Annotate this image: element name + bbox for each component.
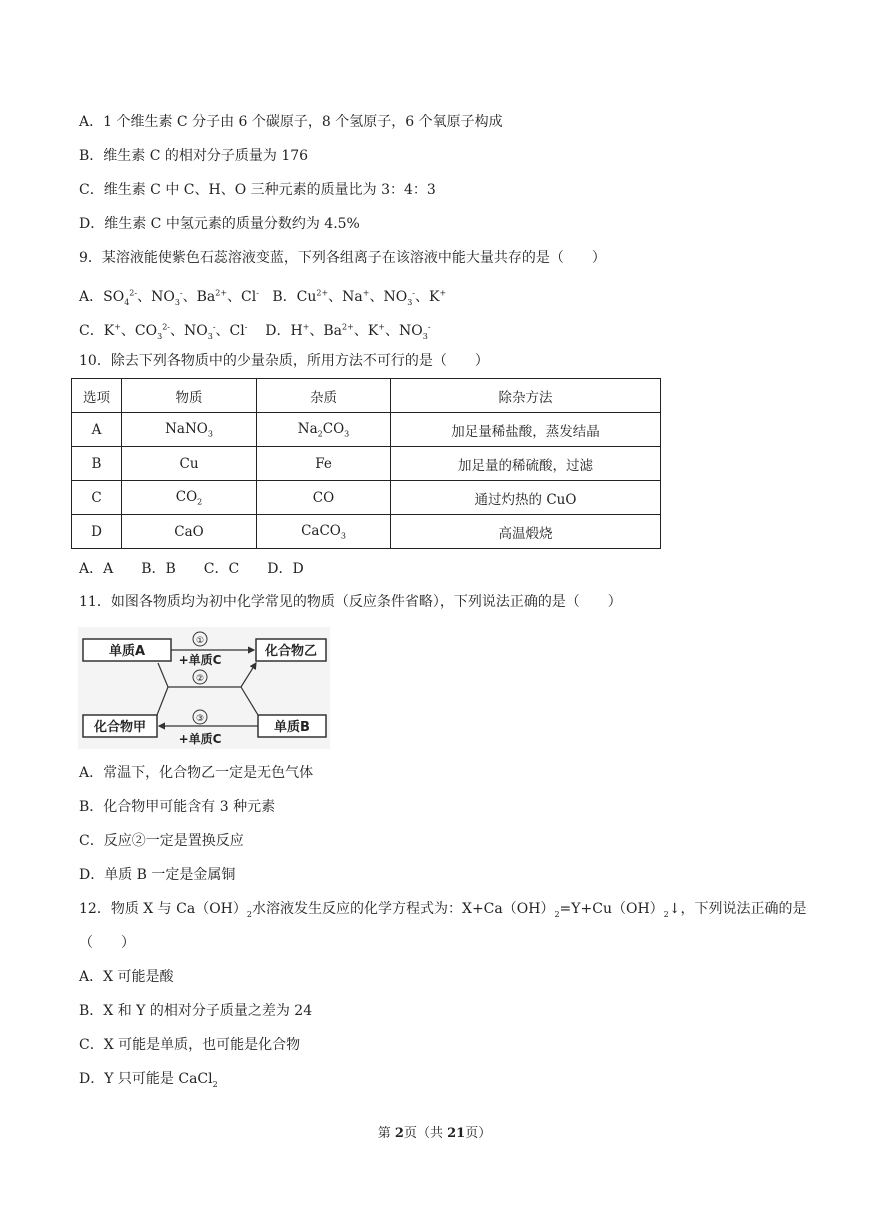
page-footer: 第 2页（共 21页） [377, 1126, 492, 1141]
row-substance: $CO_2$ [122, 481, 257, 515]
plus-c-bottom-label: +单质C [178, 732, 222, 746]
q9-options-ab [79, 284, 446, 311]
total-pages: 21 [447, 1126, 466, 1141]
row-option: A [72, 413, 122, 447]
reaction-diagram [78, 627, 330, 749]
row-method: 加足量的稀硫酸，过滤 [391, 447, 661, 481]
svg-text:①: ① [195, 636, 205, 646]
q10-answer-choices: A．A B．B C．C D．D [79, 561, 304, 577]
row-impurity: Fe [257, 447, 391, 481]
q11-option-d: D．单质 B 一定是金属铜 [79, 867, 236, 883]
table-header-row [72, 379, 661, 413]
row-method: 加足量稀盐酸，蒸发结晶 [391, 413, 661, 447]
q9-option-b: B．$Cu^{2+}$、Na+、$NO_3^-$、K+ [272, 288, 447, 307]
q11-option-a: A．常温下，化合物乙一定是无色气体 [79, 765, 314, 781]
box-element-a-label: 单质A [108, 644, 146, 659]
q8-option-d: D．维生素 C 中氢元素的质量分数约为 4.5% [79, 216, 360, 232]
q12-option-b: B．X 和 Y 的相对分子质量之差为 24 [79, 1003, 313, 1019]
q9-option-c: C．K+、$CO_3^{2-}$、$NO_3^-$、Cl- [79, 322, 248, 341]
header-impurity: 杂质 [257, 379, 391, 413]
header-method: 除杂方法 [391, 379, 661, 413]
row-option: C [72, 481, 122, 515]
svg-text:②: ② [195, 674, 205, 684]
row-impurity: $Na_2CO_3$ [257, 413, 391, 447]
table-row [72, 515, 661, 549]
q9-option-d: D．H+、$Ba^{2+}$、K+、$NO_3^-$ [265, 322, 431, 341]
row-method: 高温煅烧 [391, 515, 661, 549]
row-substance: CaO [122, 515, 257, 549]
box-compound-yi-label: 化合物乙 [264, 644, 318, 659]
row-substance: Cu [122, 447, 257, 481]
table-row [72, 413, 661, 447]
q8-option-a: A．1 个维生素 C 分子由 6 个碳原子，8 个氢原子，6 个氧原子构成 [79, 114, 503, 130]
row-impurity: CaCO$_3$ [257, 515, 391, 549]
q12-stem: 12．物质 X 与 $Ca(OH)_2$水溶液发生反应的化学方程式为：$X+Ca(OH)_2=Y+Cu(OH)_2↓$，下列说法正确的是 [79, 901, 807, 919]
q9-stem: 9．某溶液能使紫色石蕊溶液变蓝，下列各组离子在该溶液中能大量共存的是（ ） [79, 250, 606, 266]
q10-table [71, 378, 661, 549]
q12-option-a: A．X 可能是酸 [79, 969, 174, 985]
q10-stem: 10．除去下列各物质中的少量杂质，所用方法不可行的是（ ） [79, 353, 489, 369]
q8-option-c: C．维生素 C 中 C、H、O 三种元素的质量比为 3：4：3 [79, 182, 436, 198]
row-option: D [72, 515, 122, 549]
page-number: 2 [394, 1126, 404, 1141]
q11-option-b: B．化合物甲可能含有 3 种元素 [79, 799, 276, 815]
plus-c-top-label: +单质C [178, 653, 222, 667]
box-compound-jia-label: 化合物甲 [93, 720, 147, 735]
row-option: B [72, 447, 122, 481]
box-element-b-label: 单质B [274, 720, 310, 735]
q12-option-d: D．Y 只可能是 CaCl$_2$ [79, 1071, 218, 1089]
q12-answer-paren: （ ） [79, 935, 135, 951]
q11-stem: 11．如图各物质均为初中化学常见的物质（反应条件省略），下列说法正确的是（ ） [79, 594, 622, 610]
row-impurity: CO [257, 481, 391, 515]
q11-option-c: C．反应②一定是置换反应 [79, 833, 244, 849]
q9-option-a: A．$SO_4^{2-}$、$NO_3^-$、$Ba^{2+}$、Cl- [79, 288, 259, 307]
header-option: 选项 [72, 379, 122, 413]
q12-option-c: C．X 可能是单质，也可能是化合物 [79, 1037, 301, 1053]
row-substance: NaNO$_3$ [122, 413, 257, 447]
table-row [72, 481, 661, 515]
header-substance: 物质 [122, 379, 257, 413]
svg-text:③: ③ [195, 714, 205, 724]
q8-option-b: B．维生素 C 的相对分子质量为 176 [79, 148, 309, 164]
table-row [72, 447, 661, 481]
row-method: 通过灼热的 CuO [391, 481, 661, 515]
q9-options-cd [79, 318, 431, 345]
